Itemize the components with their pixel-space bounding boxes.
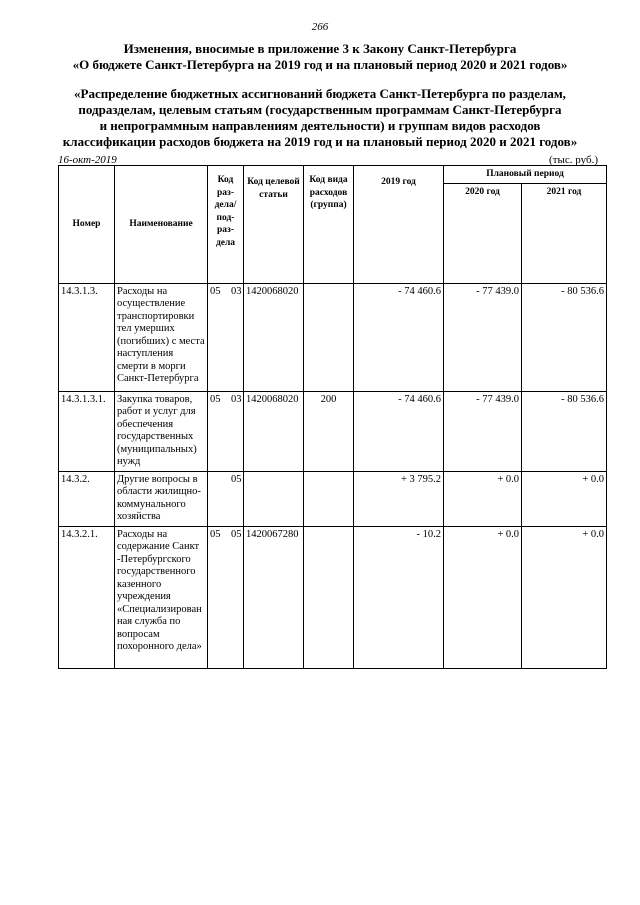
document-title [40, 41, 600, 73]
row-kind [304, 471, 354, 526]
row-target: 1420068020 [244, 391, 304, 471]
header-planned-period: Плановый период [444, 166, 607, 184]
row-kind [304, 283, 354, 391]
table-row [59, 391, 607, 471]
row-2021: + 0.0 [522, 471, 607, 526]
row-2020: + 0.0 [444, 526, 522, 668]
row-name: Другие вопросы в области жилищно-коммунального хозяйства [115, 471, 208, 526]
row-target [244, 471, 304, 526]
header-section: Код раз- дела/ под- раз- дела [208, 166, 244, 284]
row-section: 05 [208, 471, 244, 526]
units-label: (тыс. руб.) [549, 154, 598, 166]
row-section: 05 03 [208, 283, 244, 391]
appendix-subtitle [40, 86, 600, 150]
header-name: Наименование [115, 166, 208, 284]
row-target: 1420068020 [244, 283, 304, 391]
row-section: 05 03 [208, 391, 244, 471]
header-2019: 2019 год [354, 166, 444, 284]
table-row [59, 283, 607, 391]
subtitle-line-1: «Распределение бюджетных ассигнований бюджета Санкт-Петербурга по разделам, [74, 86, 566, 101]
header-number: Номер [59, 166, 115, 284]
row-2019: + 3 795.2 [354, 471, 444, 526]
header-2020: 2020 год [444, 183, 522, 283]
header-target: Код целевой статьи [244, 166, 304, 284]
document-date: 16-окт-2019 [58, 154, 117, 166]
row-number: 14.3.2. [59, 471, 115, 526]
budget-table [58, 165, 607, 669]
row-number: 14.3.1.3.1. [59, 391, 115, 471]
row-number: 14.3.1.3. [59, 283, 115, 391]
row-2021: - 80 536.6 [522, 391, 607, 471]
row-2019: - 74 460.6 [354, 283, 444, 391]
row-kind [304, 526, 354, 668]
row-name: Расходы на осуществление транспортировки тел умерших (погибших) с места наступления смерти в морги Санкт-Петербурга [115, 283, 208, 391]
row-number: 14.3.2.1. [59, 526, 115, 668]
title-line-1: Изменения, вносимые в приложение 3 к Закону Санкт-Петербурга [123, 41, 517, 56]
row-section: 05 05 [208, 526, 244, 668]
header-kind: Код вида расходов (группа) [304, 166, 354, 284]
subtitle-line-2: подразделам, целевым статьям (государственным программам Санкт-Петербурга [78, 102, 562, 117]
row-name: Закупка товаров, работ и услуг для обеспечения государственных (муниципальных) нужд [115, 391, 208, 471]
header-2021: 2021 год [522, 183, 607, 283]
subtitle-line-3: и непрограммным направлениям деятельности) и группам видов расходов [99, 118, 541, 133]
table-row [59, 471, 607, 526]
row-2020: - 77 439.0 [444, 391, 522, 471]
header-row [59, 166, 607, 184]
title-line-2: «О бюджете Санкт-Петербурга на 2019 год и на плановый период 2020 и 2021 годов» [72, 57, 568, 72]
row-2019: - 10.2 [354, 526, 444, 668]
row-kind: 200 [304, 391, 354, 471]
page-number: 266 [311, 21, 329, 33]
row-name: Расходы на содержание Санкт -Петербургского государственного казенного учреждения «Специализирован ная служба по вопросам похоронного дела» [115, 526, 208, 668]
row-2020: - 77 439.0 [444, 283, 522, 391]
subtitle-line-4: классификации расходов бюджета на 2019 год и на плановый период 2020 и 2021 годов» [62, 134, 578, 149]
row-target: 1420067280 [244, 526, 304, 668]
row-2019: - 74 460.6 [354, 391, 444, 471]
row-2021: + 0.0 [522, 526, 607, 668]
row-2021: - 80 536.6 [522, 283, 607, 391]
row-2020: + 0.0 [444, 471, 522, 526]
table-row [59, 526, 607, 668]
